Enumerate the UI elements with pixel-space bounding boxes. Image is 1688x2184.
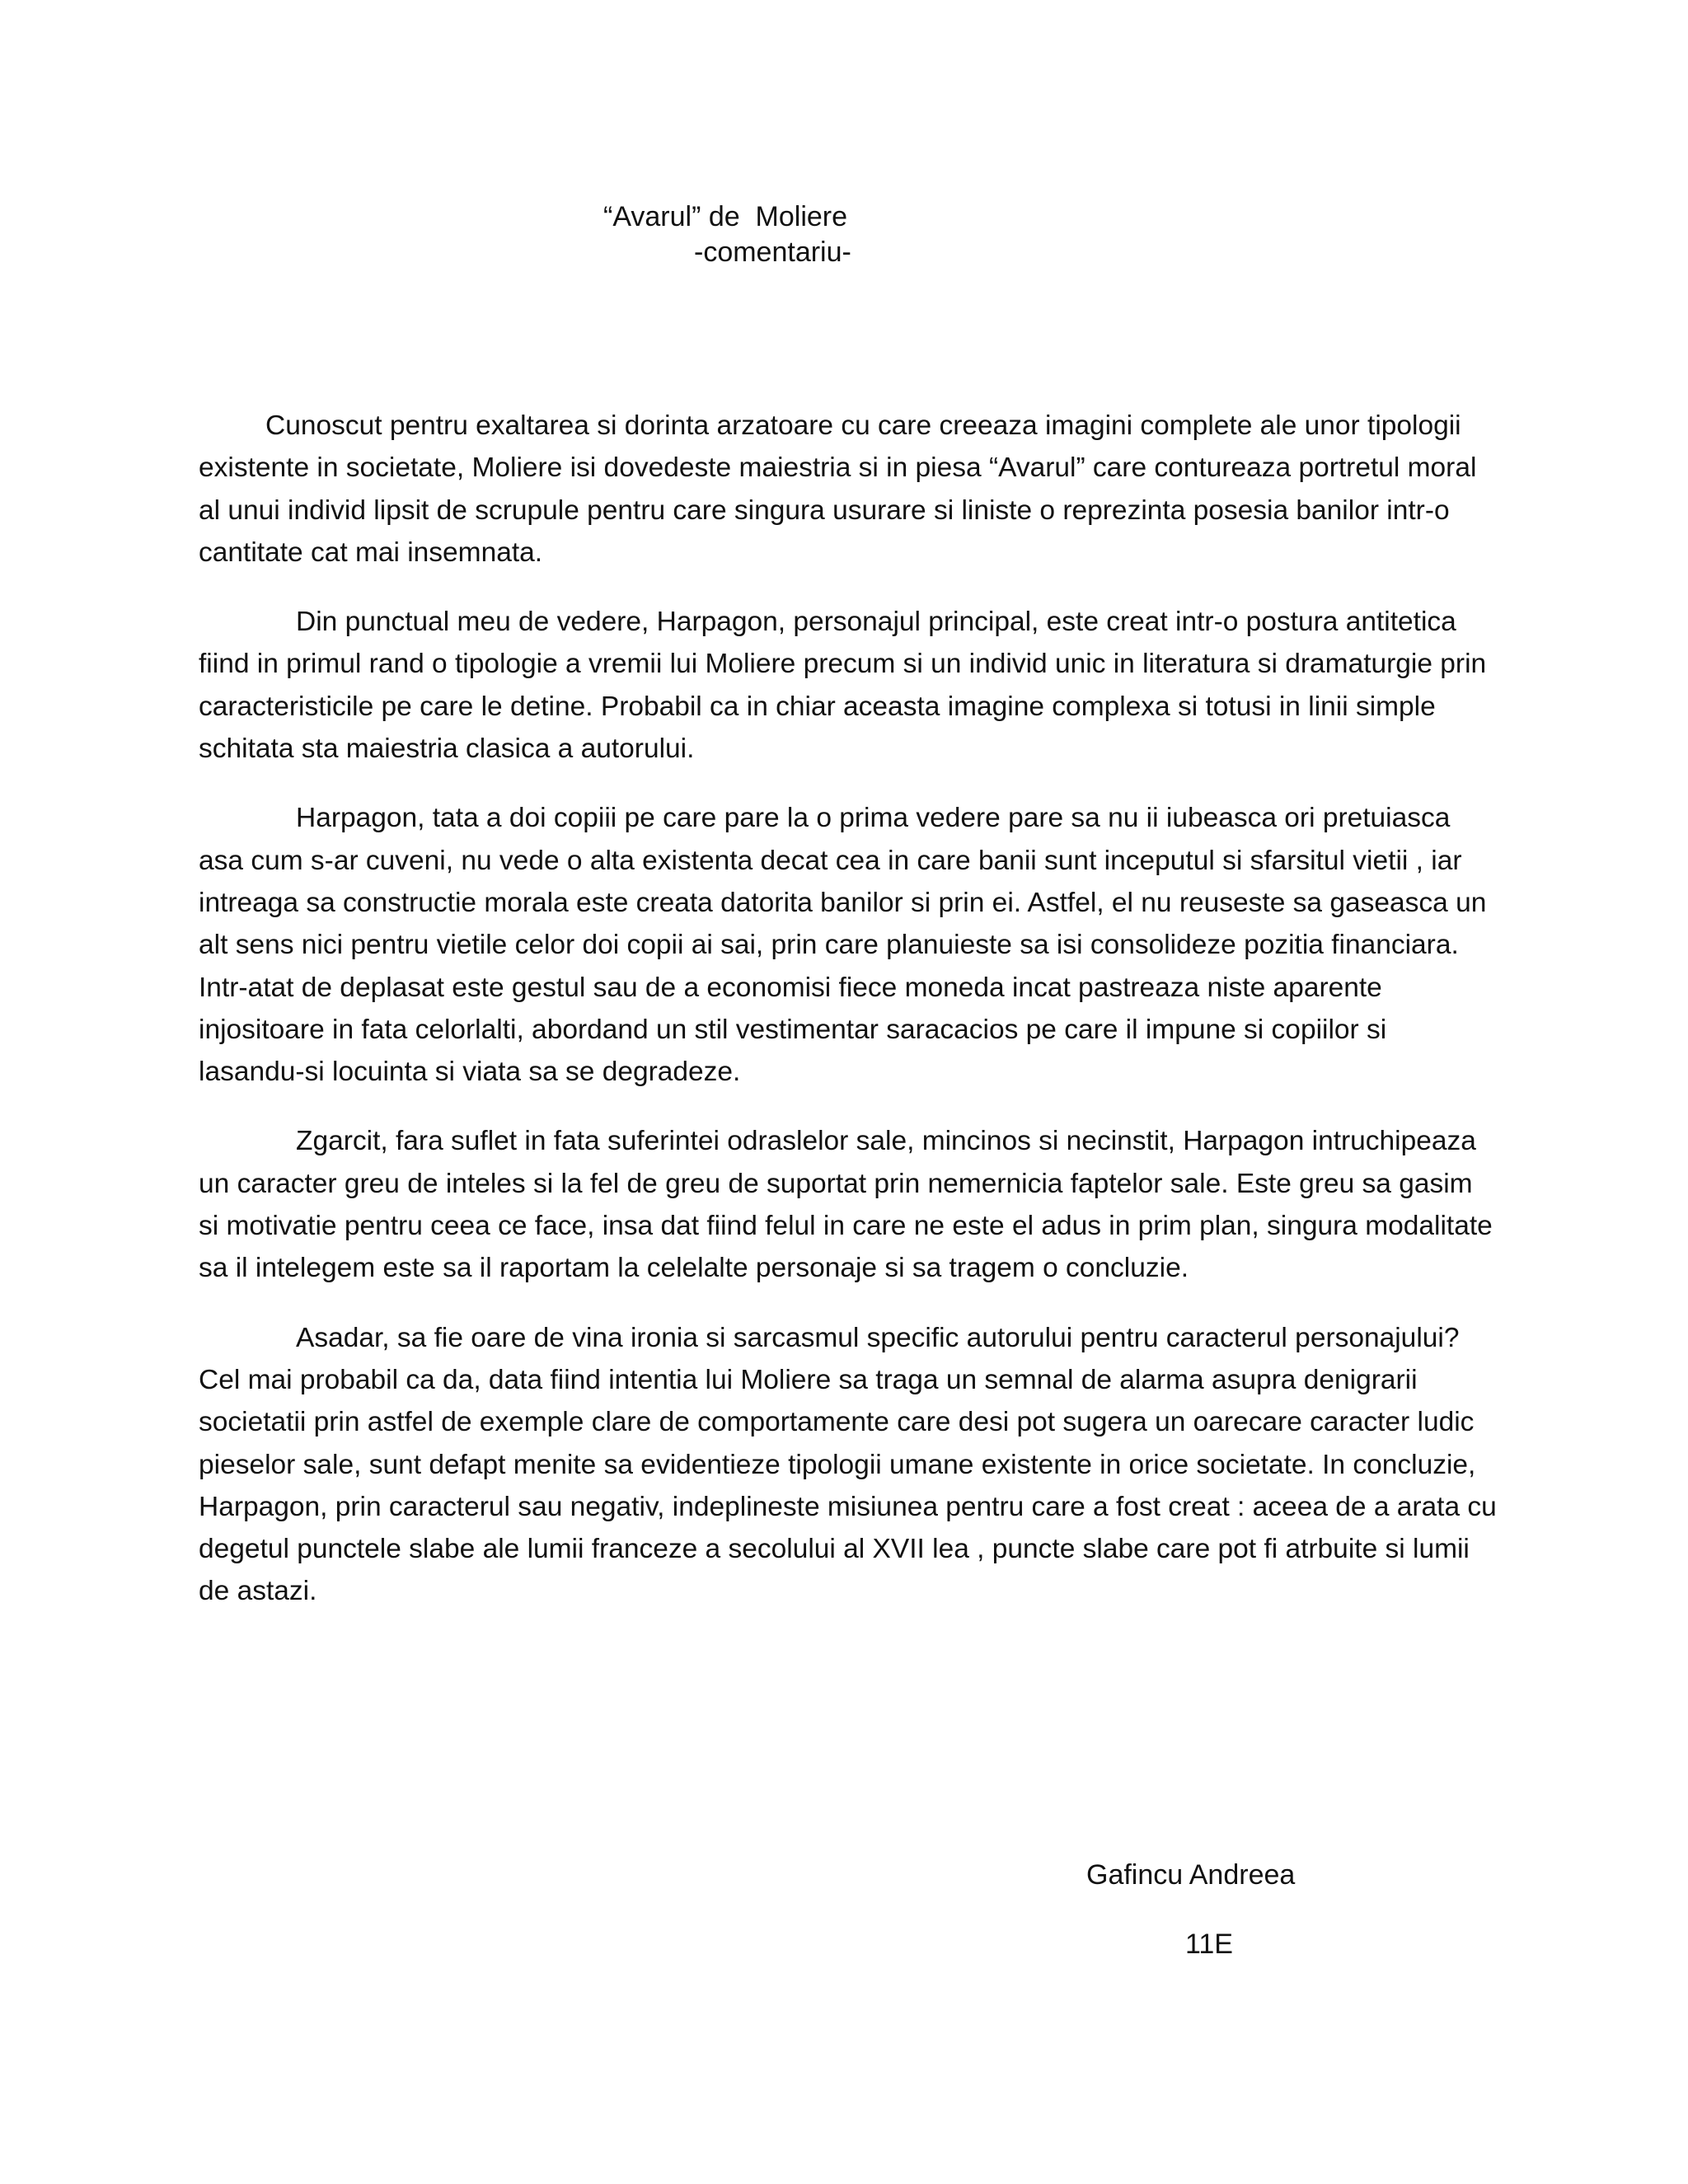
paragraph-3: Harpagon, tata a doi copiii pe care pare la o prima vedere pare sa nu ii iubeasca ori pretuiasca asa cum s-ar cuveni, nu vede o alta existenta decat cea in care banii sunt inceputul si sfarsitul vietii , iar intreaga sa constructie morala este creata datorita banilor si prin ei. Astfel, el nu reuseste sa gaseasca un alt sens nici pentru vietile celor doi copii ai sai, prin care planuieste sa isi consolideze pozitia financiara. Intr-atat de deplasat este gestul sau de a economisi fiece moneda incat pastreaza niste aparente injositoare in fata celorlalti, abordand un stil vestimentar saracacios pe care il impune si copiilor si lasandu-si locuinta si viata sa se degradeze.	[199, 803, 1487, 1088]
author-name: Gafincu Andreea	[1086, 1859, 1296, 1891]
paragraph-2: Din punctual meu de vedere, Harpagon, personajul principal, este creat intr-o postura antitetica fiind in primul rand o tipologie a vremii lui Moliere precum si un individ unic in literatura si dramaturgie prin caracteristicile pe care le detine. Probabil ca in chiar aceasta imagine complexa si totusi in linii simple schitata sta maiestria clasica a autorului.	[199, 607, 1487, 765]
document-subtitle: -comentariu-	[694, 237, 851, 268]
document-title: “Avarul” de Moliere	[603, 201, 848, 232]
class-label: 11E	[1185, 1929, 1233, 1960]
paragraph-4: Zgarcit, fara suflet in fata suferintei odraslelor sale, mincinos si necinstit, Harpagon intruchipeaza un caracter greu de inteles si la fel de greu de suportat prin nemernicia faptelor sale. Este greu sa gasim si motivatie pentru ceea ce face, insa dat fiind felul in care ne este el adus in prim plan, singura modalitate sa il intelegem este sa il raportam la celelalte personaje si sa tragem o concluzie.	[199, 1126, 1493, 1284]
paragraph-1: Cunoscut pentru exaltarea si dorinta arzatoare cu care creeaza imagini complete ale unor tipologii existente in societate, Moliere isi dovedeste maiestria si in piesa “Avarul” care contureaza portretul moral al unui individ lipsit de scrupule pentru care singura usurare si liniste o reprezinta posesia banilor intr-o cantitate cat mai insemnata.	[199, 410, 1477, 568]
paragraph-5: Asadar, sa fie oare de vina ironia si sarcasmul specific autorului pentru caracterul personajului? Cel mai probabil ca da, data fiind intentia lui Moliere sa traga un semnal de alarma asupra denigrarii societatii prin astfel de exemple clare de comportamente care desi pot sugera un oarecare caracter ludic pieselor sale, sunt defapt menite sa evidentieze tipologii umane existente in orice societate. In concluzie, Harpagon, prin caracterul sau negativ, indeplineste misiunea pentru care a fost creat : aceea de a arata cu degetul punctele slabe ale lumii franceze a secolului al XVII lea , puncte slabe care pot fi atrbuite si lumii de astazi.	[199, 1322, 1497, 1607]
essay-body	[199, 405, 1497, 1640]
